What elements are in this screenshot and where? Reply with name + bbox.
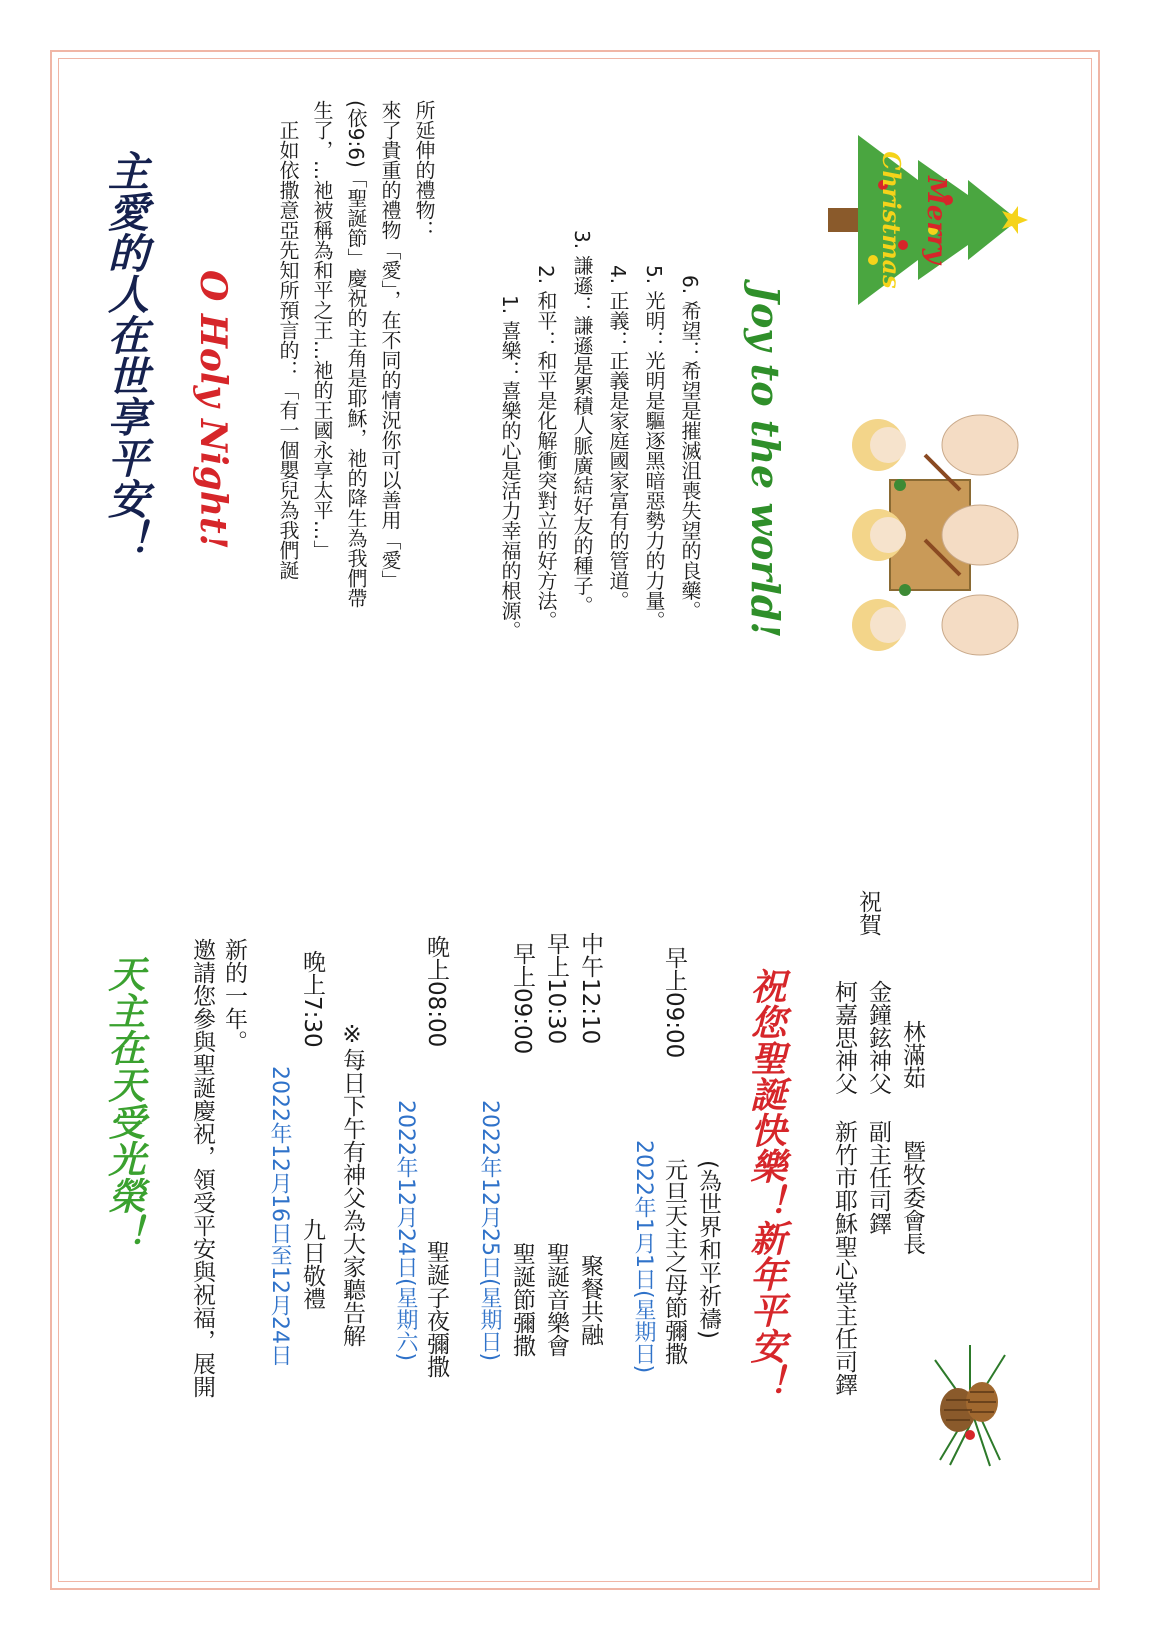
gift-item: 5. 光明：光明是驅逐黑暗惡勢力的力量。 <box>642 265 666 631</box>
tree-text-merry: Merry <box>921 176 951 264</box>
angels-illustration <box>850 410 1030 660</box>
sign-name-2: 金鐘鉉神父 <box>865 980 891 1095</box>
left-title: 天主在天受光榮！ <box>102 955 146 1251</box>
schedule-event-name: 聖誕子夜彌撒 <box>423 1240 449 1378</box>
gift-item: 6. 希望：希望是摧滅沮喪失望的良藥。 <box>678 275 702 621</box>
sign-title-3: 暨牧委會長 <box>899 1140 925 1255</box>
greeting: 祝您聖誕快樂！新年平安！ <box>745 968 787 1400</box>
right-title: 主愛的人在世享平安！ <box>101 150 149 560</box>
schedule-note: ※每日下午有神父為大家聽告解 <box>339 1022 365 1347</box>
christmas-tree-icon <box>808 110 1028 330</box>
schedule-event-name: 聖誕節彌撒 <box>509 1242 535 1357</box>
schedule-event-time: 晚上7:30 <box>299 950 325 1048</box>
joy-heading <box>743 285 788 639</box>
sign-title-2: 副主任司鐸 <box>865 1120 891 1235</box>
schedule-event-time: 晚上08:00 <box>423 935 449 1048</box>
gift-item: 4. 正義：正義是家庭國家富有的管道。 <box>606 265 630 611</box>
paragraph-line-3: (依9:6)「聖誕節」慶祝的主角是耶穌，祂的降生為我們帶 <box>344 100 368 608</box>
paragraph-line-2: 生了，…祂被稱為和平之王…祂的王國永享太平…」 <box>310 100 334 560</box>
tree-text-christmas: Christmas <box>877 151 906 289</box>
schedule-event-time: 早上09:00 <box>661 946 687 1059</box>
sign-name-1: 柯嘉思神父 <box>831 980 857 1095</box>
schedule-date-2: 2022年12月24日(星期六) <box>393 1100 418 1362</box>
schedule-event-time: 中午12:10 <box>577 932 603 1045</box>
schedule-event-name: 聖誕音樂會 <box>543 1242 569 1357</box>
gift-item: 2. 和平：和平是化解衝突對立的好方法。 <box>534 265 558 631</box>
paragraph-line-1: 正如依撒意亞先知所預言的：「有一個嬰兒為我們誕 <box>276 120 300 580</box>
schedule-event-time: 早上10:30 <box>543 932 569 1045</box>
gift-item: 1. 喜樂：喜樂的心是活力幸福的根源。 <box>498 295 522 641</box>
schedule-event-name: 元旦天主之母節彌撒 <box>661 1158 687 1365</box>
invite-line-2: 新的一年。 <box>221 938 247 1053</box>
schedule-event-time: 早上09:00 <box>509 942 535 1055</box>
joy-text: Joy to the world! <box>743 285 788 639</box>
holy-night-heading <box>192 270 234 590</box>
paragraph-line-5: 所延伸的禮物： <box>412 100 436 240</box>
schedule-event-name: 聚餐共融 <box>577 1254 603 1346</box>
schedule-date-1: 2022年12月16日至12月24日 <box>267 1066 292 1366</box>
sign-name-3: 林滿茹 <box>899 1020 925 1089</box>
schedule-event-name: 九日敬禮 <box>299 1218 325 1310</box>
sign-bless: 祝賀 <box>855 890 881 936</box>
schedule-date-3: 2022年12月25日(星期日) <box>477 1100 502 1362</box>
gift-item: 3. 謙遜：謙遜是累積人脈廣結好友的種子。 <box>570 230 594 616</box>
pinecone-icon <box>930 1340 1010 1470</box>
sign-title-1: 新竹市耶穌聖心堂主任司鐸 <box>831 1120 857 1396</box>
schedule-date-4: 2022年1月1日(星期日) <box>631 1140 656 1374</box>
schedule-note: (為世界和平祈禱) <box>695 1160 721 1339</box>
paragraph-line-4: 來了貴重的禮物「愛」，在不同的情況你可以善用「愛」 <box>378 100 402 590</box>
invite-line-1: 邀請您參與聖誕慶祝，領受平安與祝福，展開 <box>189 938 215 1398</box>
holy-night-text: O Holy Night! <box>192 270 234 550</box>
